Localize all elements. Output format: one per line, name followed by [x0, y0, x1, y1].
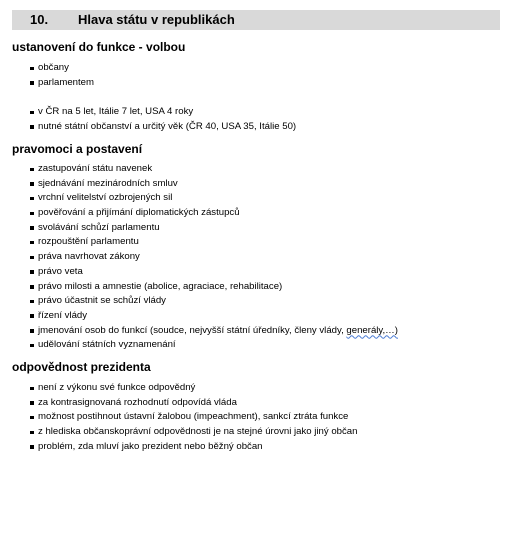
list-item: právo účastnit se schůzí vlády — [30, 294, 398, 309]
section-title-ustanoveni: ustanovení do funkce - volbou — [12, 40, 186, 54]
list-item: jmenování osob do funkcí (soudce, nejvyšší státní úředníky, členy vlády, generály,…) — [30, 324, 398, 339]
list-item: pověřování a přijímání diplomatických zástupců — [30, 206, 398, 221]
list-item: není z výkonu své funkce odpovědný — [30, 381, 357, 396]
chapter-number: 10. — [30, 12, 49, 27]
bullet-icon — [30, 401, 34, 405]
list-item: možnost postihnout ústavní žalobou (impeachment), sankcí ztráta funkce — [30, 410, 357, 425]
bullet-icon — [30, 168, 34, 172]
bullet-icon — [30, 125, 34, 129]
list-item: udělování státních vyznamenání — [30, 338, 398, 353]
spellcheck-text: generály,…) — [346, 324, 398, 336]
bullet-icon — [30, 241, 34, 245]
bullet-list-odpovednost — [30, 381, 357, 454]
chapter-title: Hlava státu v republikách — [78, 12, 235, 27]
bullet-icon — [30, 197, 34, 201]
bullet-icon — [30, 256, 34, 260]
bullet-icon — [30, 300, 34, 304]
list-item: problém, zda mluví jako prezident nebo běžný občan — [30, 440, 357, 455]
section-title-odpovednost: odpovědnost prezidenta — [12, 360, 151, 374]
list-item: svolávání schůzí parlamentu — [30, 221, 398, 236]
bullet-icon — [30, 416, 34, 420]
list-item: zastupování státu navenek — [30, 162, 398, 177]
bullet-list-podminky — [30, 105, 296, 134]
bullet-icon — [30, 387, 34, 391]
bullet-icon — [30, 314, 34, 318]
bullet-icon — [30, 111, 34, 115]
list-item: vrchní velitelství ozbrojených sil — [30, 191, 398, 206]
section-title-pravomoci: pravomoci a postavení — [12, 142, 143, 156]
list-item: nutné státní občanství a určitý věk (ČR 40, USA 35, Itálie 50) — [30, 120, 296, 135]
list-item: v ČR na 5 let, Itálie 7 let, USA 4 roky — [30, 105, 296, 120]
bullet-icon — [30, 212, 34, 216]
bullet-icon — [30, 81, 34, 85]
list-item: právo milosti a amnestie (abolice, agraciace, rehabilitace) — [30, 280, 398, 295]
bullet-icon — [30, 270, 34, 274]
list-item: právo veta — [30, 265, 398, 280]
list-item: parlamentem — [30, 76, 94, 91]
bullet-list-volba — [30, 61, 94, 90]
list-item: sjednávání mezinárodních smluv — [30, 177, 398, 192]
list-item: řízení vlády — [30, 309, 398, 324]
bullet-icon — [30, 344, 34, 348]
bullet-icon — [30, 445, 34, 449]
list-item: práva navrhovat zákony — [30, 250, 398, 265]
bullet-list-pravomoci — [30, 162, 398, 353]
bullet-icon — [30, 67, 34, 71]
bullet-icon — [30, 285, 34, 289]
list-item: z hlediska občanskoprávní odpovědnosti je na stejné úrovni jako jiný občan — [30, 425, 357, 440]
list-item: rozpouštění parlamentu — [30, 235, 398, 250]
bullet-icon — [30, 329, 34, 333]
chapter-heading — [12, 10, 500, 30]
bullet-icon — [30, 182, 34, 186]
list-item: občany — [30, 61, 94, 76]
list-item: za kontrasignovaná rozhodnutí odpovídá vláda — [30, 396, 357, 411]
bullet-icon — [30, 226, 34, 230]
bullet-icon — [30, 431, 34, 435]
